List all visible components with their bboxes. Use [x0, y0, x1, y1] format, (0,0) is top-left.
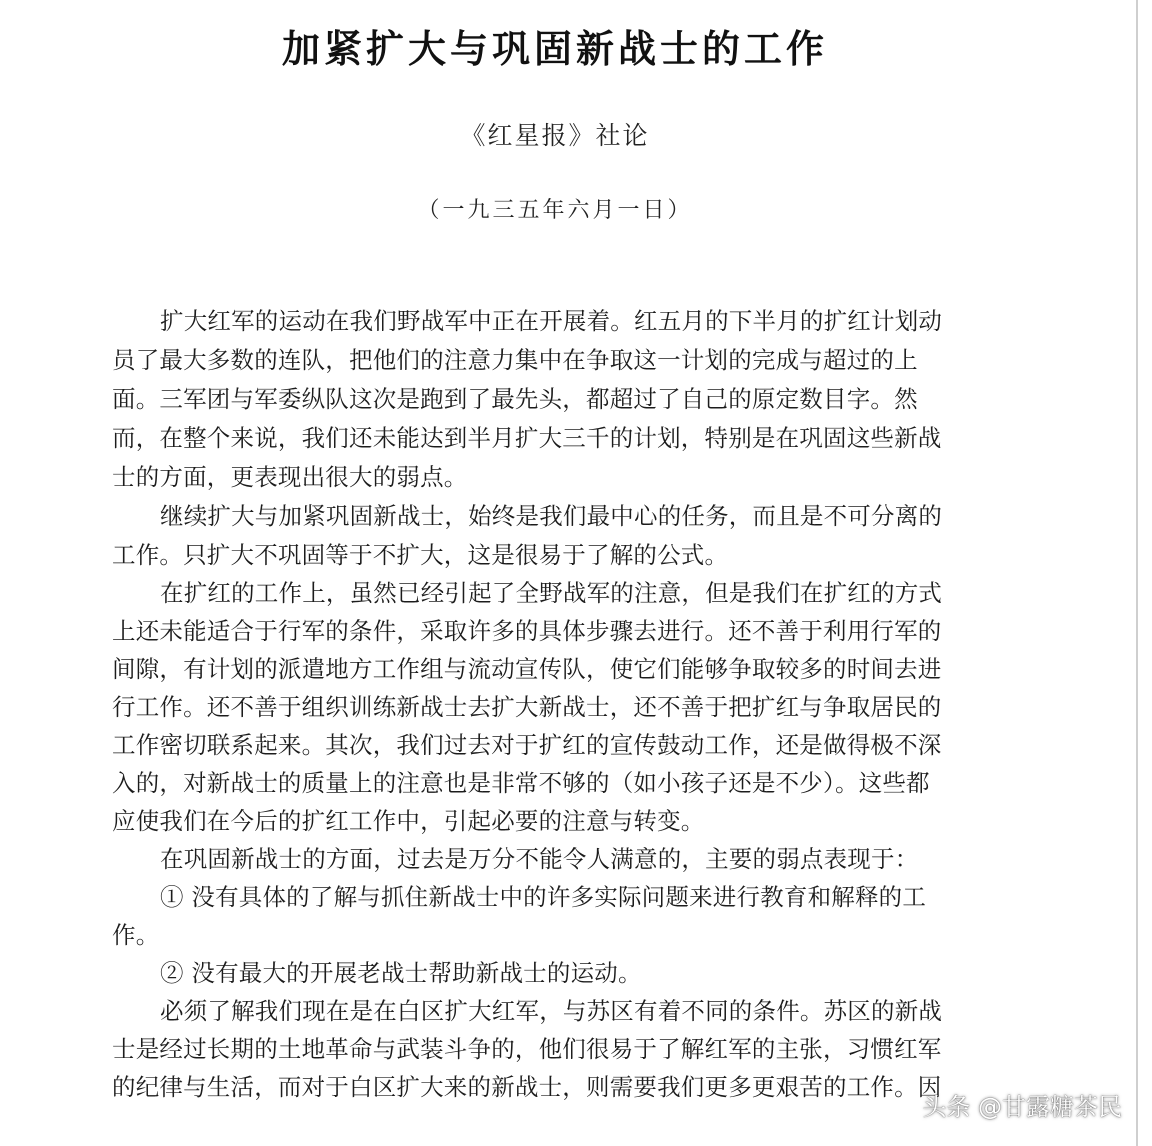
text-line: 面。三军团与军委纵队这次是跑到了最先头，都超过了自己的原定数目字。然 [112, 385, 918, 413]
text-line: 上还未能适合于行军的条件，采取许多的具体步骤去进行。还不善于利用行军的 [112, 617, 942, 645]
text-line: 在巩固新战士的方面，过去是万分不能令人满意的，主要的弱点表现于： [160, 845, 919, 873]
text-line: 必须了解我们现在是在白区扩大红军，与苏区有着不同的条件。苏区的新战 [160, 997, 943, 1025]
text-line: 入的，对新战士的质量上的注意也是非常不够的（如小孩子还是不少）。这些都 [112, 769, 930, 797]
text-line: 间隙，有计划的派遣地方工作组与流动宣传队，使它们能够争取较多的时间去进 [112, 655, 942, 683]
text-line: 扩大红军的运动在我们野战军中正在开展着。红五月的下半月的扩红计划动 [160, 307, 943, 335]
text-line: 在扩红的工作上，虽然已经引起了全野战军的注意，但是我们在扩红的方式 [160, 579, 943, 607]
page-edge [1136, 0, 1138, 1146]
article-title: 加紧扩大与巩固新战士的工作 [281, 27, 828, 71]
article-date: （一九三五年六月一日） [417, 198, 693, 223]
text-line: 继续扩大与加紧巩固新战士，始终是我们最中心的任务，而且是不可分离的 [160, 502, 943, 530]
text-line: 工作。只扩大不巩固等于不扩大，这是很易于了解的公式。 [112, 541, 729, 569]
text-line: 而，在整个来说，我们还未能达到半月扩大三千的计划，特别是在巩固这些新战 [112, 424, 942, 452]
article-byline: 《红星报》社论 [460, 121, 650, 150]
text-line: 士的方面，更表现出很大的弱点。 [112, 463, 468, 491]
text-line: ① 没有具体的了解与抓住新战士中的许多实际问题来进行教育和解释的工 [160, 883, 927, 911]
text-line: 应使我们在今后的扩红工作中，引起必要的注意与转变。 [112, 807, 705, 835]
text-line: 的纪律与生活，而对于白区扩大来的新战士，则需要我们更多更艰苦的工作。因 [112, 1073, 942, 1101]
text-line: ② 没有最大的开展老战士帮助新战士的运动。 [160, 959, 642, 987]
text-line: 士是经过长期的土地革命与武装斗争的，他们很易于了解红军的主张，习惯红军 [112, 1035, 942, 1063]
text-line: 工作密切联系起来。其次，我们过去对于扩红的宣传鼓动工作，还是做得极不深 [112, 731, 942, 759]
text-line: 行工作。还不善于组织训练新战士去扩大新战士，还不善于把扩红与争取居民的 [112, 693, 942, 721]
text-line: 作。 [112, 921, 160, 949]
watermark: 头条 @甘露糖茶民 [922, 1093, 1122, 1121]
text-line: 员了最大多数的连队，把他们的注意力集中在争取这一计划的完成与超过的上 [112, 346, 918, 374]
